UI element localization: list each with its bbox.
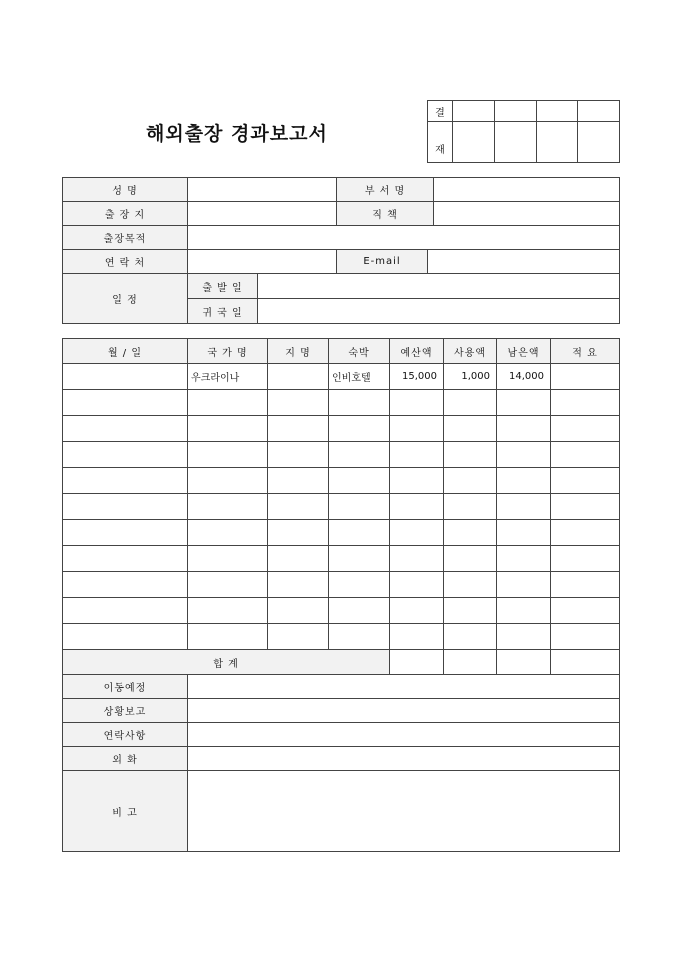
cell-country[interactable] xyxy=(188,468,268,494)
cell-place[interactable] xyxy=(268,494,329,520)
cell-remaining[interactable] xyxy=(497,520,551,546)
approval-title-cell xyxy=(578,101,620,122)
cell-budget[interactable]: 15,000 xyxy=(390,364,444,390)
cell-budget[interactable] xyxy=(390,598,444,624)
move-field[interactable] xyxy=(188,675,620,699)
approval-box xyxy=(427,100,620,163)
cell-place[interactable] xyxy=(268,390,329,416)
cell-used[interactable] xyxy=(444,494,497,520)
remarks-label: 비 고 xyxy=(63,771,188,852)
return-field[interactable] xyxy=(258,299,620,324)
destination-field[interactable] xyxy=(188,202,337,226)
header-date: 월 / 일 xyxy=(63,339,188,364)
approval-sign-cell[interactable] xyxy=(453,122,495,163)
total-label: 합 계 xyxy=(63,650,390,675)
cell-remaining[interactable] xyxy=(497,624,551,650)
approval-sign-cell[interactable] xyxy=(495,122,537,163)
header-remaining: 남은액 xyxy=(497,339,551,364)
currency-label: 외 화 xyxy=(63,747,188,771)
cell-country[interactable] xyxy=(188,598,268,624)
total-remaining[interactable] xyxy=(497,650,551,675)
table-row xyxy=(63,416,620,442)
cell-used[interactable] xyxy=(444,442,497,468)
cell-country[interactable] xyxy=(188,416,268,442)
destination-label: 출 장 지 xyxy=(63,202,188,226)
cell-memo[interactable] xyxy=(551,390,620,416)
cell-budget[interactable] xyxy=(390,572,444,598)
cell-lodging[interactable]: 인비호텔 xyxy=(329,364,390,390)
cell-lodging[interactable] xyxy=(329,572,390,598)
currency-field[interactable] xyxy=(188,747,620,771)
cell-date[interactable] xyxy=(63,624,188,650)
contact-note-label: 연락사항 xyxy=(63,723,188,747)
email-label: E-mail xyxy=(337,250,428,274)
cell-remaining[interactable] xyxy=(497,442,551,468)
depart-label: 출 발 일 xyxy=(188,274,258,299)
cell-remaining[interactable]: 14,000 xyxy=(497,364,551,390)
cell-lodging[interactable] xyxy=(329,520,390,546)
cell-date[interactable] xyxy=(63,416,188,442)
cell-place[interactable] xyxy=(268,520,329,546)
expense-table xyxy=(62,338,620,675)
contact-note-field[interactable] xyxy=(188,723,620,747)
cell-memo[interactable] xyxy=(551,624,620,650)
expense-header-row xyxy=(63,339,620,364)
schedule-label: 일 정 xyxy=(63,274,188,324)
cell-place[interactable] xyxy=(268,624,329,650)
approval-label-top: 결 xyxy=(428,101,453,122)
cell-country[interactable] xyxy=(188,442,268,468)
total-row xyxy=(63,650,620,675)
purpose-label: 출장목적 xyxy=(63,226,188,250)
cell-memo[interactable] xyxy=(551,416,620,442)
cell-budget[interactable] xyxy=(390,442,444,468)
table-row xyxy=(63,624,620,650)
table-row xyxy=(63,546,620,572)
header-memo: 적 요 xyxy=(551,339,620,364)
cell-lodging[interactable] xyxy=(329,468,390,494)
table-row xyxy=(63,494,620,520)
table-row xyxy=(63,520,620,546)
cell-country[interactable] xyxy=(188,494,268,520)
cell-place[interactable] xyxy=(268,572,329,598)
cell-remaining[interactable] xyxy=(497,546,551,572)
cell-lodging[interactable] xyxy=(329,624,390,650)
cell-remaining[interactable] xyxy=(497,598,551,624)
cell-budget[interactable] xyxy=(390,546,444,572)
dept-label: 부 서 명 xyxy=(337,178,434,202)
cell-lodging[interactable] xyxy=(329,416,390,442)
cell-remaining[interactable] xyxy=(497,494,551,520)
cell-lodging[interactable] xyxy=(329,390,390,416)
position-label: 직 책 xyxy=(337,202,434,226)
cell-place[interactable] xyxy=(268,364,329,390)
name-field[interactable] xyxy=(188,178,337,202)
cell-lodging[interactable] xyxy=(329,598,390,624)
purpose-field[interactable] xyxy=(188,226,620,250)
approval-sign-cell[interactable] xyxy=(578,122,620,163)
cell-date[interactable] xyxy=(63,494,188,520)
cell-remaining[interactable] xyxy=(497,416,551,442)
cell-country[interactable] xyxy=(188,624,268,650)
header-lodging: 숙박 xyxy=(329,339,390,364)
table-row xyxy=(63,364,620,390)
cell-place[interactable] xyxy=(268,442,329,468)
cell-date[interactable] xyxy=(63,572,188,598)
header-used: 사용액 xyxy=(444,339,497,364)
approval-sign-cell[interactable] xyxy=(537,122,578,163)
cell-used[interactable] xyxy=(444,546,497,572)
cell-country[interactable] xyxy=(188,390,268,416)
cell-place[interactable] xyxy=(268,468,329,494)
cell-budget[interactable] xyxy=(390,390,444,416)
cell-lodging[interactable] xyxy=(329,494,390,520)
total-memo[interactable] xyxy=(551,650,620,675)
cell-date[interactable] xyxy=(63,520,188,546)
cell-used[interactable] xyxy=(444,624,497,650)
cell-used[interactable]: 1,000 xyxy=(444,364,497,390)
status-label: 상황보고 xyxy=(63,699,188,723)
cell-memo[interactable] xyxy=(551,494,620,520)
cell-used[interactable] xyxy=(444,520,497,546)
cell-country[interactable] xyxy=(188,572,268,598)
table-row xyxy=(63,442,620,468)
footer-table xyxy=(62,674,620,852)
cell-country[interactable] xyxy=(188,546,268,572)
cell-memo[interactable] xyxy=(551,546,620,572)
cell-date[interactable] xyxy=(63,468,188,494)
table-row xyxy=(63,390,620,416)
remarks-field[interactable] xyxy=(188,771,620,852)
approval-title-cell xyxy=(453,101,495,122)
cell-memo[interactable] xyxy=(551,598,620,624)
total-used[interactable] xyxy=(444,650,497,675)
cell-used[interactable] xyxy=(444,598,497,624)
cell-budget[interactable] xyxy=(390,468,444,494)
cell-date[interactable] xyxy=(63,546,188,572)
return-label: 귀 국 일 xyxy=(188,299,258,324)
cell-memo[interactable] xyxy=(551,364,620,390)
dept-field[interactable] xyxy=(434,178,620,202)
approval-title-cell xyxy=(537,101,578,122)
cell-remaining[interactable] xyxy=(497,468,551,494)
cell-used[interactable] xyxy=(444,416,497,442)
cell-memo[interactable] xyxy=(551,572,620,598)
table-row xyxy=(63,468,620,494)
position-field[interactable] xyxy=(434,202,620,226)
cell-budget[interactable] xyxy=(390,494,444,520)
move-label: 이동예정 xyxy=(63,675,188,699)
status-field[interactable] xyxy=(188,699,620,723)
header-budget: 예산액 xyxy=(390,339,444,364)
cell-memo[interactable] xyxy=(551,520,620,546)
contact-field[interactable] xyxy=(188,250,337,274)
total-budget[interactable] xyxy=(390,650,444,675)
header-country: 국 가 명 xyxy=(188,339,268,364)
approval-title-cell xyxy=(495,101,537,122)
cell-date[interactable] xyxy=(63,390,188,416)
cell-memo[interactable] xyxy=(551,468,620,494)
table-row xyxy=(63,598,620,624)
cell-lodging[interactable] xyxy=(329,546,390,572)
cell-place[interactable] xyxy=(268,416,329,442)
email-field[interactable] xyxy=(428,250,620,274)
cell-place[interactable] xyxy=(268,598,329,624)
approval-label-bottom: 재 xyxy=(428,122,453,163)
info-table xyxy=(62,177,620,324)
cell-remaining[interactable] xyxy=(497,572,551,598)
cell-used[interactable] xyxy=(444,390,497,416)
cell-budget[interactable] xyxy=(390,416,444,442)
contact-label: 연 락 처 xyxy=(63,250,188,274)
cell-date[interactable] xyxy=(63,364,188,390)
cell-country[interactable] xyxy=(188,520,268,546)
cell-memo[interactable] xyxy=(551,442,620,468)
header-place: 지 명 xyxy=(268,339,329,364)
cell-budget[interactable] xyxy=(390,624,444,650)
cell-used[interactable] xyxy=(444,572,497,598)
cell-date[interactable] xyxy=(63,598,188,624)
page-title: 해외출장 경과보고서 xyxy=(146,123,328,145)
cell-remaining[interactable] xyxy=(497,390,551,416)
cell-place[interactable] xyxy=(268,546,329,572)
depart-field[interactable] xyxy=(258,274,620,299)
cell-country[interactable]: 우크라이나 xyxy=(188,364,268,390)
cell-used[interactable] xyxy=(444,468,497,494)
cell-lodging[interactable] xyxy=(329,442,390,468)
cell-date[interactable] xyxy=(63,442,188,468)
table-row xyxy=(63,572,620,598)
cell-budget[interactable] xyxy=(390,520,444,546)
name-label: 성 명 xyxy=(63,178,188,202)
